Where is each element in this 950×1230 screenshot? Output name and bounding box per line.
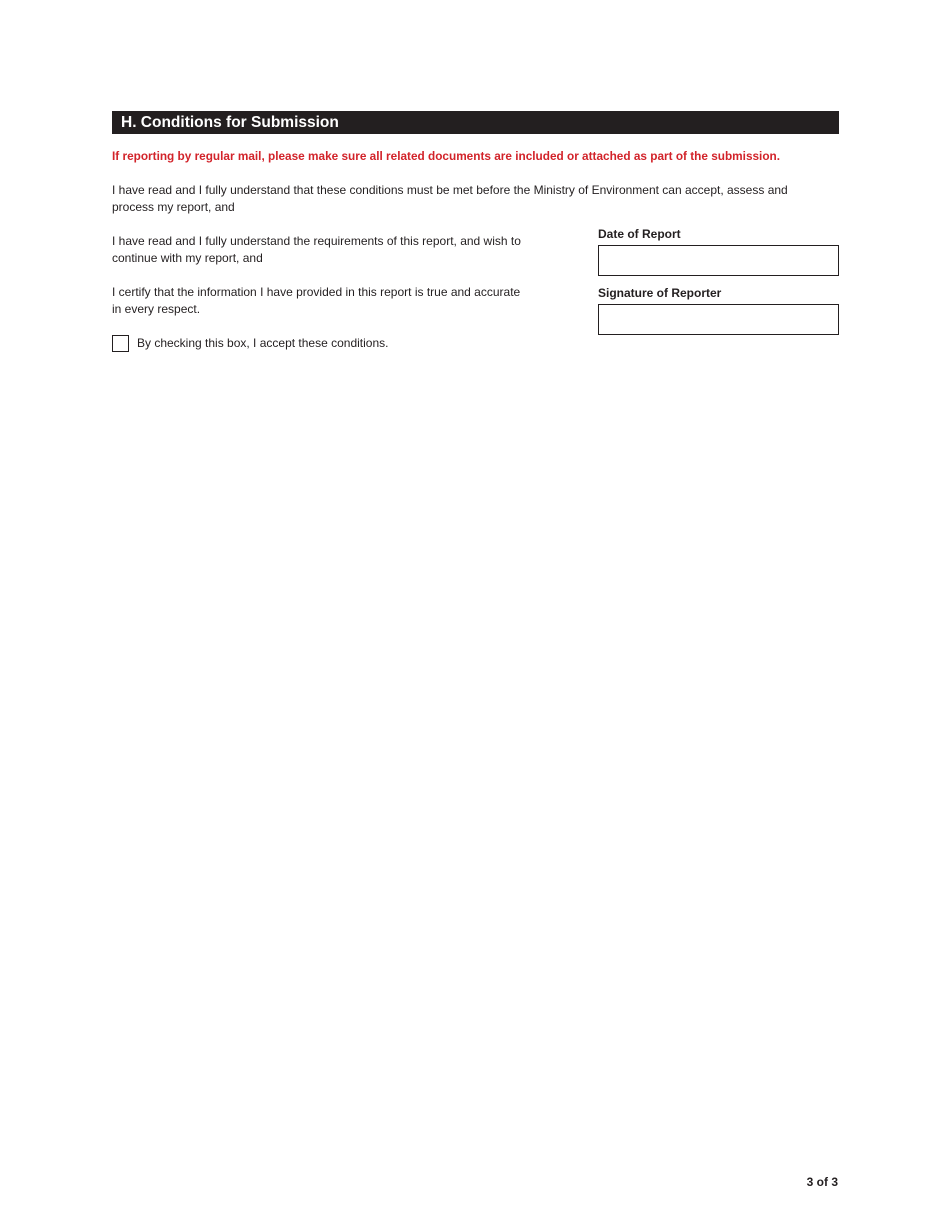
accept-conditions-row[interactable] bbox=[112, 334, 388, 353]
accept-conditions-checkbox[interactable] bbox=[112, 335, 129, 352]
condition-text-2: I have read and I fully understand the requirements of this report, and wish to continue with my report, and bbox=[112, 234, 521, 265]
accept-conditions-label: By checking this box, I accept these conditions. bbox=[137, 336, 389, 350]
date-of-report-label: Date of Report bbox=[598, 227, 681, 241]
condition-text-1: I have read and I fully understand that these conditions must be met before the Ministry of Environment can accept, assess and process my report, and bbox=[112, 183, 788, 214]
signature-of-reporter-field[interactable] bbox=[598, 304, 839, 335]
mail-notice: If reporting by regular mail, please make sure all related documents are included or attached as part of the submission. bbox=[112, 149, 781, 163]
page-number: 3 of 3 bbox=[806, 1175, 838, 1189]
condition-text-3: I certify that the information I have provided in this report is true and accurate in every respect. bbox=[112, 285, 521, 316]
date-of-report-field[interactable] bbox=[598, 245, 839, 276]
section-header: H. Conditions for Submission bbox=[112, 111, 839, 134]
signature-of-reporter-label: Signature of Reporter bbox=[598, 286, 722, 300]
